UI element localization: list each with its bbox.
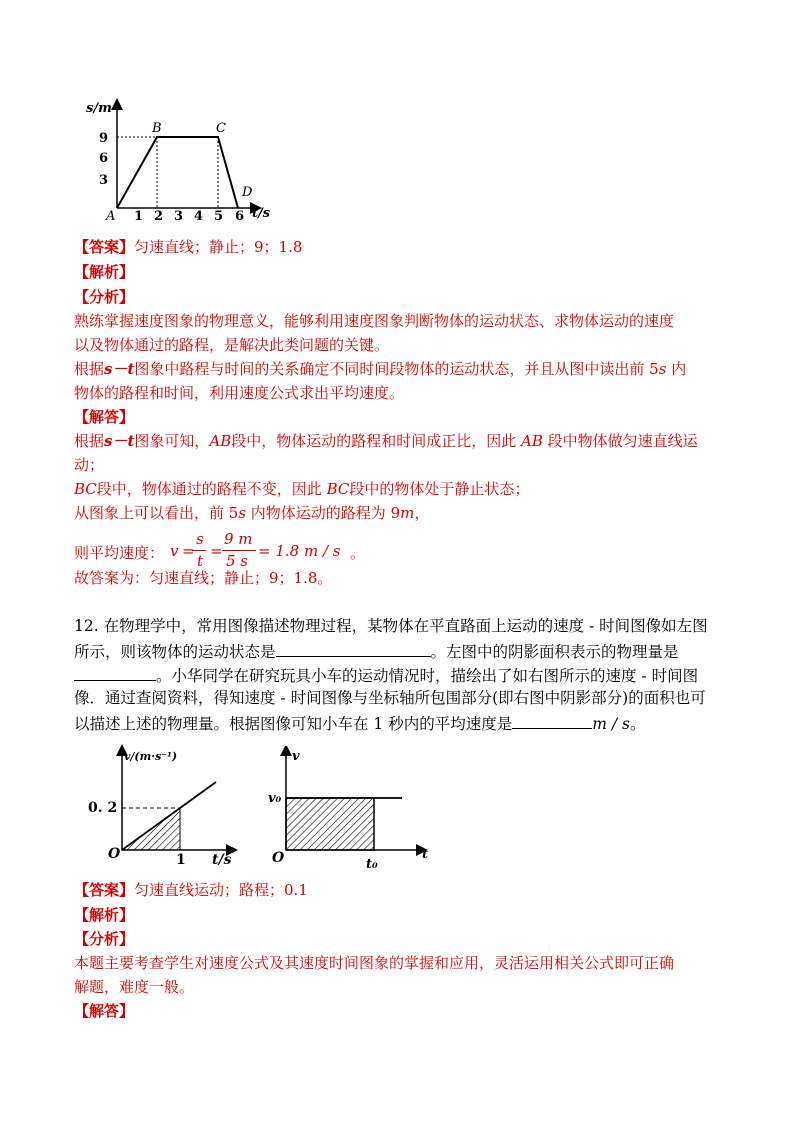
fenxi-l3d: s: [658, 360, 667, 378]
shaded-rectangle: [286, 798, 374, 850]
fenxi-l3b: s－t: [104, 360, 135, 378]
jieda-l1f: AB: [521, 432, 543, 450]
v-t-graph-right: [262, 746, 442, 876]
x-tick-label: 1: [176, 852, 186, 868]
jieda-label: 【解答】: [74, 408, 135, 426]
jieda-l4d: m: [400, 504, 415, 522]
origin-label: O: [108, 846, 121, 862]
x-axis-label: t/s: [252, 206, 271, 221]
y-tick-9: 9: [99, 131, 109, 146]
s-t-graph: [84, 96, 284, 224]
q12-l5c: 。: [629, 715, 646, 733]
jieda-l4e: ，: [414, 504, 430, 522]
answer-text-2: 匀速直线运动；路程；0.1: [134, 881, 308, 899]
jieda-l1e: 段中，物体运动的路程和时间成正比，因此: [231, 432, 522, 450]
y-tick-6: 6: [99, 151, 109, 166]
x-tick-2: 2: [154, 209, 164, 224]
point-c-label: C: [216, 121, 226, 136]
q12-l2b: 。左图中的阴影面积表示的物理量是: [430, 643, 679, 661]
x-tick-1: 1: [134, 209, 144, 224]
q12-line-4: 像．通过查阅资料，得知速度 - 时间图像与坐标轴所包围部分(即右图中阴影部分)的面积也可: [74, 689, 706, 707]
fenxi-line-1: 熟练掌握速度图象的物理意义，能够利用速度图象判断物体的运动状态、求物体运动的速度: [74, 312, 675, 330]
jieda-line-4: [74, 503, 429, 523]
x-tick-5: 5: [214, 209, 224, 224]
fenxi-label-2: 【分析】: [74, 930, 135, 948]
answer-label: 【答案】: [74, 238, 135, 256]
formula-eq2: =: [210, 542, 223, 560]
answer-line-2: [74, 880, 308, 900]
fenxi2-line-1: 本题主要考查学生对速度公式及其速度时间图象的掌握和应用，灵活运用相关公式即可正确: [74, 954, 675, 972]
fenxi-l3e: 内: [666, 360, 687, 378]
origin-label: O: [272, 850, 285, 866]
q12-l5b: m / s: [592, 715, 630, 733]
answer-blank-2[interactable]: [74, 664, 156, 681]
q12-line-1: 12. 在物理学中，常用图像描述物理过程，某物体在平直路面上运动的速度 - 时间图像如左图: [74, 617, 708, 635]
answer-label-2: 【答案】: [74, 881, 135, 899]
formula-den2: 5 s: [226, 552, 249, 570]
point-b-label: B: [152, 121, 162, 136]
v-t-graph-left: [84, 744, 254, 869]
s-t-line: [117, 137, 238, 208]
q12-l3: 。小华同学在研究玩具小车的运动情况时，描绘出了如右图所示的速度 - 时间图: [156, 667, 699, 685]
t0-label: t₀: [366, 857, 378, 872]
jieda-line-2: 动；: [74, 456, 105, 474]
q12-l2a: 所示，则该物体的运动状态是: [74, 643, 276, 661]
answer-blank-1[interactable]: [276, 640, 431, 657]
fenxi-line-3: [74, 359, 686, 379]
v0-label: v₀: [268, 791, 282, 806]
frac-bar-1: [192, 550, 206, 551]
jieda-line-1: [74, 431, 698, 451]
formula-eq1: =: [182, 542, 195, 560]
y-axis-label: v: [292, 749, 300, 764]
jieda-l3c: BC: [326, 480, 350, 498]
formula-eq3: = 1.8 m / s: [258, 542, 341, 560]
q12-line-3: [74, 664, 698, 686]
fenxi-l3c: 图象中路程与时间的关系确定不同时间段物体的运动状态，并且从图中读出前 5: [134, 360, 659, 378]
formula-den1: t: [197, 552, 204, 570]
x-tick-4: 4: [194, 209, 204, 224]
y-tick-3: 3: [99, 173, 109, 188]
formula-prefix: 则平均速度：: [74, 544, 165, 562]
fenxi2-line-2: 解题，难度一般。: [74, 978, 195, 996]
jieda-l3d: 段中的物体处于静止状态；: [349, 480, 530, 498]
q12-line-5: [74, 712, 645, 734]
y-tick-label: 0. 2: [88, 800, 118, 816]
fenxi-l3a: 根据: [74, 360, 105, 378]
final-answer-line: 故答案为：匀速直线；静止；9；1.8。: [74, 569, 333, 587]
jieda-line-3: [74, 479, 529, 499]
x-tick-6: 6: [235, 209, 245, 224]
x-tick-3: 3: [174, 209, 184, 224]
jieda-l4b: s: [238, 504, 247, 522]
frac-bar-2: [222, 550, 256, 551]
point-a-label: A: [106, 209, 116, 224]
formula-v: v: [170, 542, 179, 560]
fenxi-label: 【分析】: [74, 288, 135, 306]
answer-blank-3[interactable]: [512, 712, 592, 729]
x-axis-label: t: [422, 847, 429, 862]
jieda-l3b: 段中，物体通过的路程不变，因此: [96, 480, 327, 498]
jieda-l1d: AB: [209, 432, 232, 450]
jieda-label-2: 【解答】: [74, 1002, 135, 1020]
jieda-l1a: 根据: [74, 432, 105, 450]
formula-num2: 9 m: [224, 530, 253, 548]
answer-line-1: [74, 237, 302, 257]
formula-num1: s: [196, 530, 204, 548]
q12-line-2: [74, 640, 679, 662]
jieda-l4c: 内物体运动的路程为 9: [246, 504, 401, 522]
jieda-l1c: 图象可知，: [134, 432, 210, 450]
point-d-label: D: [242, 185, 253, 200]
answer-text: 匀速直线；静止；9；1.8: [134, 238, 303, 256]
y-axis-label: v/(m·s⁻¹): [124, 750, 178, 763]
jiexi-label-2: 【解析】: [74, 906, 135, 924]
formula-suffix: 。: [350, 544, 366, 562]
jieda-l1b: s－t: [104, 432, 135, 450]
jieda-l3a: BC: [74, 480, 97, 498]
fenxi-line-2: 以及物体通过的路程，是解决此类问题的关键。: [74, 336, 390, 354]
fenxi-line-4: 物体的路程和时间，利用速度公式求出平均速度。: [74, 384, 405, 402]
jieda-l1g: 段中物体做匀速直线运: [542, 432, 698, 450]
q12-l5a: 以描述上述的物理量。根据图像可知小车在 1 秒内的平均速度是: [74, 715, 513, 733]
x-axis-label: t/s: [212, 852, 232, 868]
jieda-l4a: 从图象上可以看出，前 5: [74, 504, 239, 522]
jiexi-label: 【解析】: [74, 263, 135, 281]
y-axis-label: s/m: [86, 101, 112, 116]
